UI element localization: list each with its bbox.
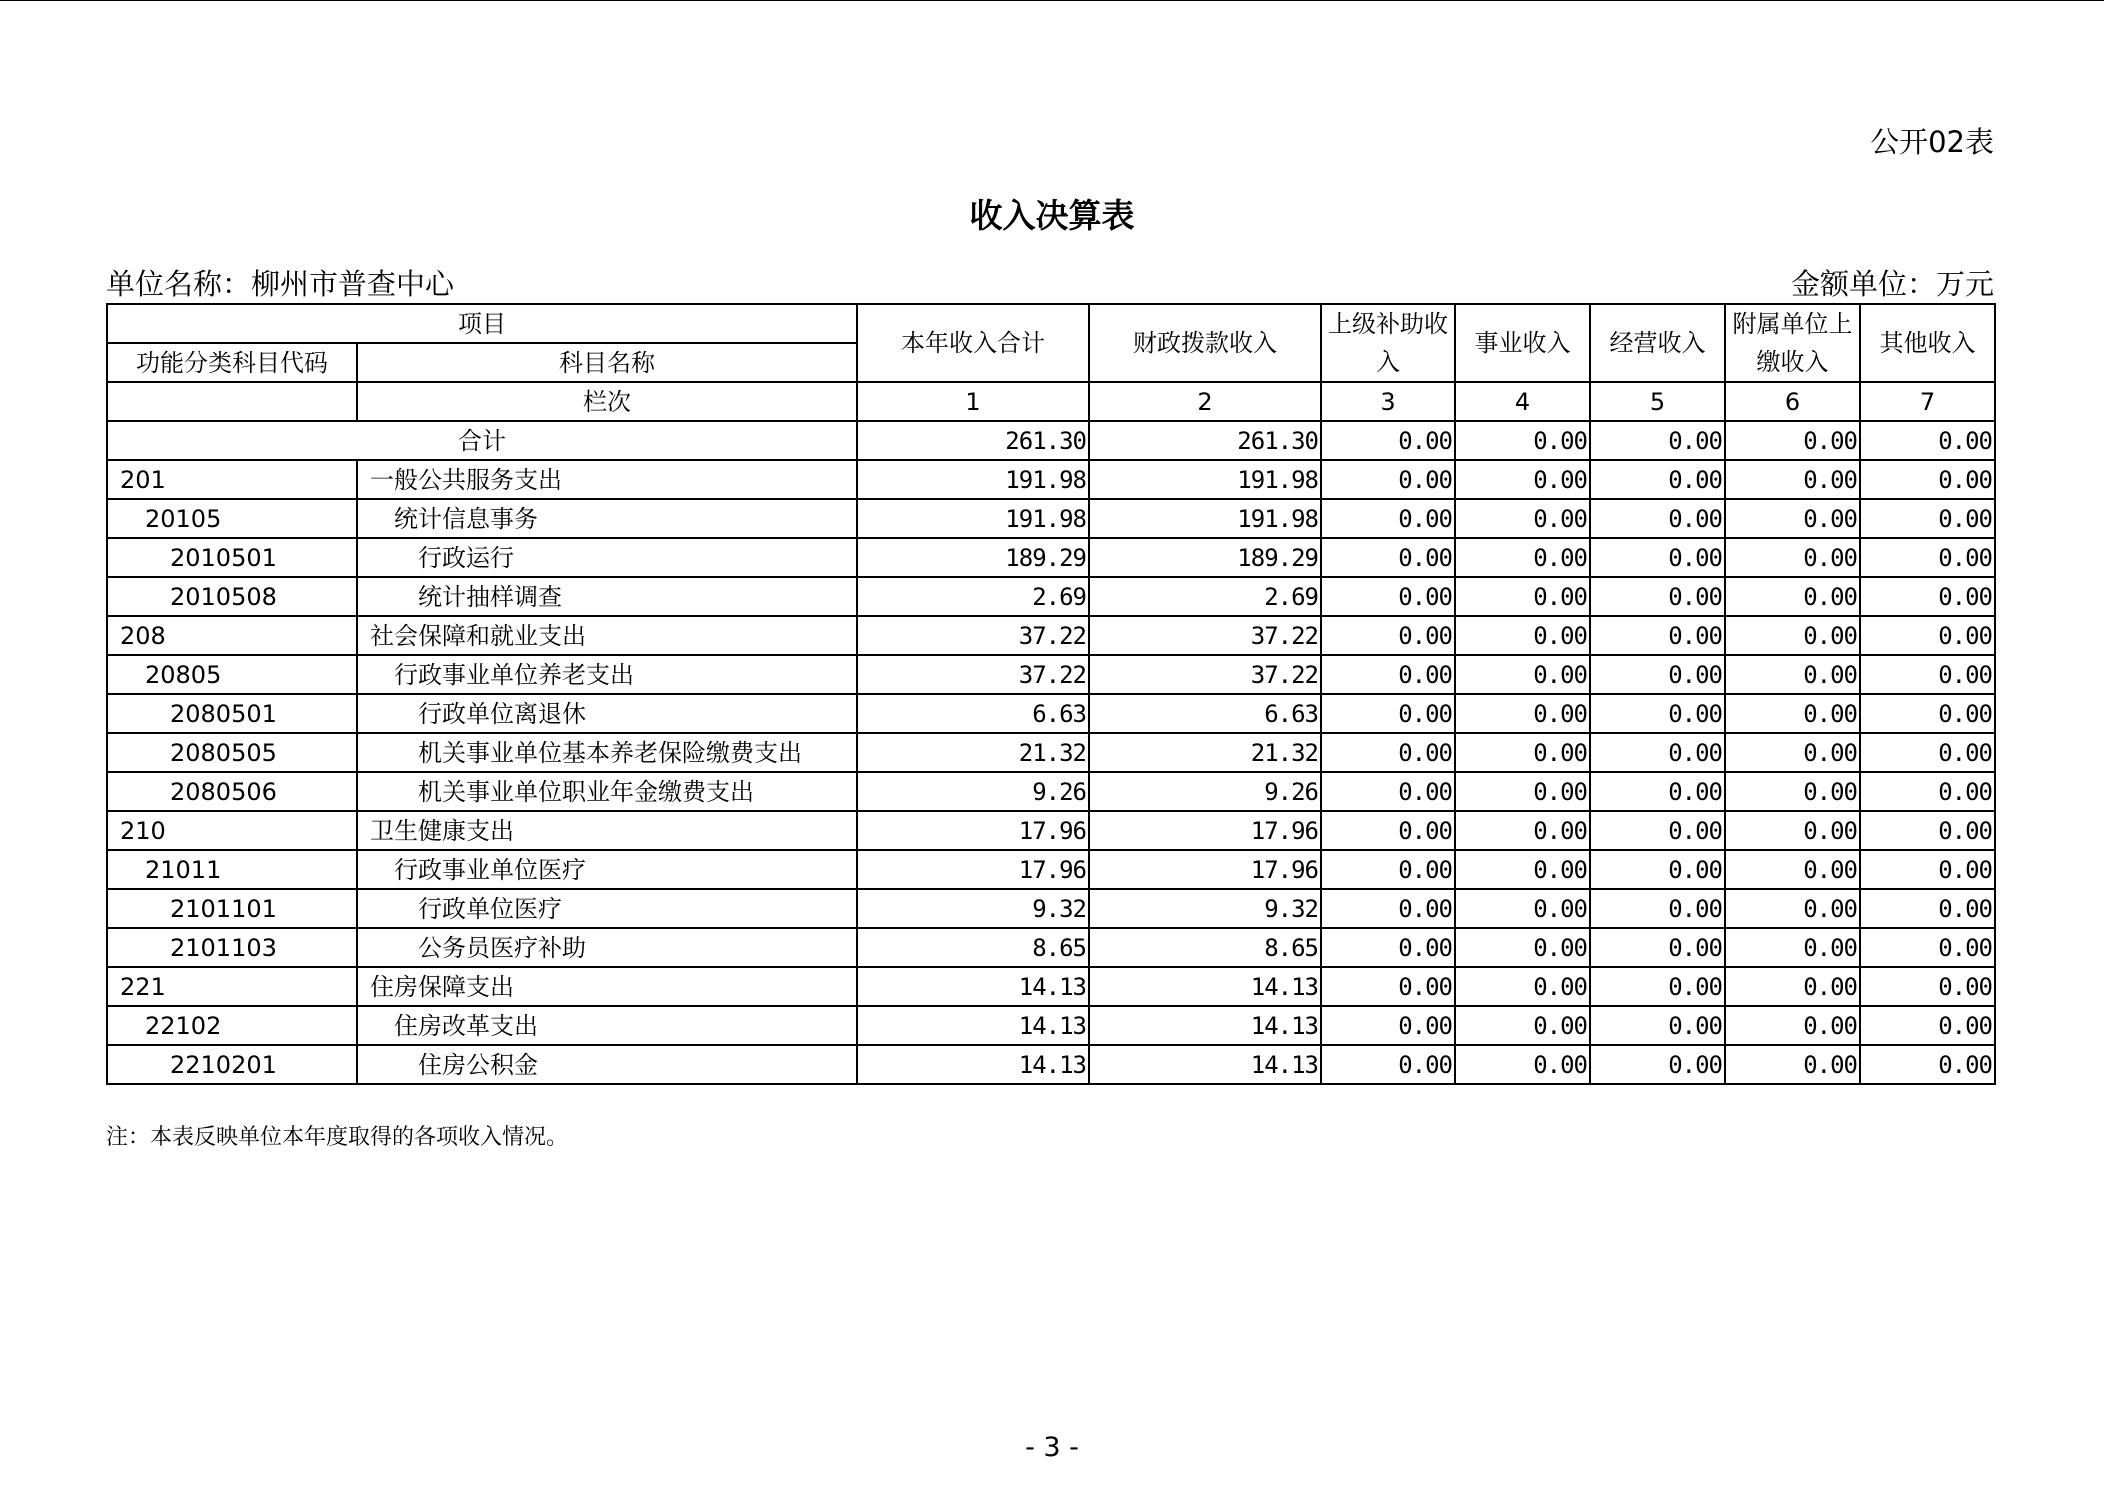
table-row [107, 811, 1995, 850]
amount-cell: 8.65 [857, 928, 1089, 967]
total-value: 0.00 [1455, 421, 1590, 460]
amount-cell: 0.00 [1455, 928, 1590, 967]
amount-cell: 0.00 [1590, 772, 1725, 811]
table-row [107, 694, 1995, 733]
amount-cell: 0.00 [1725, 733, 1860, 772]
amount-cell: 0.00 [1590, 967, 1725, 1006]
amount-cell: 17.96 [1089, 850, 1321, 889]
amount-cell: 0.00 [1455, 889, 1590, 928]
header-item: 项目 [107, 304, 857, 343]
header-superior: 上级补助收入 [1321, 304, 1455, 382]
header-fiscal: 财政拨款收入 [1089, 304, 1321, 382]
amount-cell: 0.00 [1455, 850, 1590, 889]
total-value: 0.00 [1860, 421, 1995, 460]
amount-cell: 191.98 [857, 460, 1089, 499]
amount-cell: 0.00 [1321, 616, 1455, 655]
amount-cell: 9.26 [1089, 772, 1321, 811]
amount-cell: 191.98 [857, 499, 1089, 538]
amount-cell: 0.00 [1590, 850, 1725, 889]
subject-code: 22102 [107, 1006, 357, 1045]
amount-cell: 0.00 [1590, 538, 1725, 577]
subject-code: 221 [107, 967, 357, 1006]
table-note: 注：本表反映单位本年度取得的各项收入情况。 [106, 1125, 569, 1150]
table-row [107, 733, 1995, 772]
amount-cell: 0.00 [1860, 655, 1995, 694]
subject-name: 行政事业单位养老支出 [357, 655, 857, 694]
amount-cell: 0.00 [1321, 967, 1455, 1006]
amount-cell: 0.00 [1321, 499, 1455, 538]
amount-cell: 0.00 [1590, 694, 1725, 733]
amount-cell: 14.13 [857, 967, 1089, 1006]
page-top-rule [0, 0, 2104, 1]
amount-cell: 14.13 [857, 1045, 1089, 1084]
subject-name: 住房改革支出 [357, 1006, 857, 1045]
amount-cell: 189.29 [1089, 538, 1321, 577]
total-row [107, 421, 1995, 460]
amount-cell: 0.00 [1590, 577, 1725, 616]
amount-cell: 6.63 [1089, 694, 1321, 733]
total-value: 261.30 [857, 421, 1089, 460]
amount-cell: 0.00 [1590, 655, 1725, 694]
amount-cell: 0.00 [1321, 1006, 1455, 1045]
amount-cell: 0.00 [1590, 499, 1725, 538]
amount-cell: 0.00 [1321, 577, 1455, 616]
subject-name: 行政运行 [357, 538, 857, 577]
amount-cell: 0.00 [1860, 1045, 1995, 1084]
amount-cell: 0.00 [1590, 460, 1725, 499]
amount-cell: 9.32 [857, 889, 1089, 928]
amount-cell: 0.00 [1321, 928, 1455, 967]
amount-cell: 17.96 [1089, 811, 1321, 850]
subject-code: 2101103 [107, 928, 357, 967]
amount-cell: 0.00 [1590, 811, 1725, 850]
amount-cell: 0.00 [1590, 1006, 1725, 1045]
amount-cell: 0.00 [1860, 772, 1995, 811]
amount-cell: 0.00 [1455, 694, 1590, 733]
subject-code: 2080506 [107, 772, 357, 811]
column-order-blank [107, 382, 357, 421]
table-row [107, 967, 1995, 1006]
amount-cell: 0.00 [1725, 694, 1860, 733]
amount-cell: 0.00 [1725, 1006, 1860, 1045]
subject-code: 21011 [107, 850, 357, 889]
column-number: 3 [1321, 382, 1455, 421]
column-number: 5 [1590, 382, 1725, 421]
amount-cell: 0.00 [1455, 1006, 1590, 1045]
total-value: 0.00 [1321, 421, 1455, 460]
subject-code: 201 [107, 460, 357, 499]
amount-cell: 0.00 [1860, 889, 1995, 928]
subject-name: 行政单位离退休 [357, 694, 857, 733]
amount-cell: 0.00 [1321, 733, 1455, 772]
amount-cell: 0.00 [1725, 850, 1860, 889]
amount-cell: 37.22 [1089, 655, 1321, 694]
subject-name: 统计信息事务 [357, 499, 857, 538]
amount-cell: 0.00 [1590, 928, 1725, 967]
subject-code: 20105 [107, 499, 357, 538]
amount-cell: 8.65 [1089, 928, 1321, 967]
amount-cell: 0.00 [1321, 538, 1455, 577]
subject-name: 住房公积金 [357, 1045, 857, 1084]
table-row [107, 928, 1995, 967]
subject-name: 统计抽样调查 [357, 577, 857, 616]
amount-cell: 17.96 [857, 850, 1089, 889]
subject-code: 2210201 [107, 1045, 357, 1084]
subject-code: 208 [107, 616, 357, 655]
amount-cell: 0.00 [1321, 772, 1455, 811]
amount-cell: 191.98 [1089, 499, 1321, 538]
amount-cell: 0.00 [1455, 577, 1590, 616]
subject-name: 住房保障支出 [357, 967, 857, 1006]
amount-cell: 0.00 [1455, 616, 1590, 655]
amount-cell: 0.00 [1321, 460, 1455, 499]
amount-cell: 0.00 [1860, 577, 1995, 616]
amount-cell: 0.00 [1860, 850, 1995, 889]
subject-code: 2101101 [107, 889, 357, 928]
amount-cell: 0.00 [1455, 733, 1590, 772]
amount-cell: 0.00 [1321, 1045, 1455, 1084]
amount-cell: 2.69 [857, 577, 1089, 616]
amount-cell: 37.22 [857, 616, 1089, 655]
amount-cell: 0.00 [1860, 928, 1995, 967]
subject-code: 20805 [107, 655, 357, 694]
form-code: 公开02表 [1870, 125, 1994, 159]
amount-cell: 0.00 [1321, 889, 1455, 928]
header-affiliated: 附属单位上缴收入 [1725, 304, 1860, 382]
amount-cell: 0.00 [1860, 1006, 1995, 1045]
table-row [107, 616, 1995, 655]
amount-cell: 0.00 [1455, 655, 1590, 694]
amount-cell: 0.00 [1725, 967, 1860, 1006]
amount-cell: 0.00 [1725, 538, 1860, 577]
amount-cell: 0.00 [1725, 655, 1860, 694]
amount-cell: 9.26 [857, 772, 1089, 811]
amount-cell: 21.32 [857, 733, 1089, 772]
amount-cell: 0.00 [1590, 733, 1725, 772]
amount-cell: 0.00 [1455, 1045, 1590, 1084]
amount-cell: 0.00 [1725, 577, 1860, 616]
amount-unit: 金额单位：万元 [1790, 267, 1994, 301]
amount-cell: 0.00 [1725, 460, 1860, 499]
subject-name: 机关事业单位基本养老保险缴费支出 [357, 733, 857, 772]
amount-cell: 9.32 [1089, 889, 1321, 928]
column-number: 7 [1860, 382, 1995, 421]
table-row [107, 889, 1995, 928]
amount-cell: 0.00 [1455, 538, 1590, 577]
total-value: 0.00 [1590, 421, 1725, 460]
subject-code: 210 [107, 811, 357, 850]
amount-cell: 0.00 [1725, 499, 1860, 538]
amount-cell: 0.00 [1455, 499, 1590, 538]
header-business: 事业收入 [1455, 304, 1590, 382]
table-row [107, 460, 1995, 499]
header-operating: 经营收入 [1590, 304, 1725, 382]
amount-cell: 0.00 [1725, 889, 1860, 928]
amount-cell: 0.00 [1860, 616, 1995, 655]
subject-name: 公务员医疗补助 [357, 928, 857, 967]
amount-cell: 0.00 [1725, 811, 1860, 850]
table-row [107, 1006, 1995, 1045]
amount-cell: 0.00 [1321, 694, 1455, 733]
table-row [107, 850, 1995, 889]
subject-name: 社会保障和就业支出 [357, 616, 857, 655]
table-row [107, 538, 1995, 577]
amount-cell: 191.98 [1089, 460, 1321, 499]
amount-cell: 0.00 [1725, 1045, 1860, 1084]
amount-cell: 14.13 [857, 1006, 1089, 1045]
unit-name: 单位名称：柳州市普查中心 [106, 267, 455, 301]
amount-cell: 0.00 [1860, 460, 1995, 499]
amount-cell: 0.00 [1860, 811, 1995, 850]
subject-name: 行政事业单位医疗 [357, 850, 857, 889]
total-value: 261.30 [1089, 421, 1321, 460]
amount-cell: 0.00 [1725, 616, 1860, 655]
amount-cell: 37.22 [1089, 616, 1321, 655]
table-row [107, 772, 1995, 811]
header-name: 科目名称 [357, 343, 857, 382]
amount-cell: 0.00 [1590, 616, 1725, 655]
amount-cell: 14.13 [1089, 1006, 1321, 1045]
table-row [107, 1045, 1995, 1084]
subject-name: 机关事业单位职业年金缴费支出 [357, 772, 857, 811]
amount-cell: 0.00 [1455, 772, 1590, 811]
amount-cell: 0.00 [1860, 538, 1995, 577]
amount-cell: 0.00 [1725, 772, 1860, 811]
amount-cell: 14.13 [1089, 1045, 1321, 1084]
table-row [107, 655, 1995, 694]
amount-cell: 17.96 [857, 811, 1089, 850]
amount-cell: 0.00 [1321, 811, 1455, 850]
column-number: 2 [1089, 382, 1321, 421]
amount-cell: 21.32 [1089, 733, 1321, 772]
amount-cell: 0.00 [1725, 928, 1860, 967]
subject-code: 2080501 [107, 694, 357, 733]
amount-cell: 0.00 [1590, 889, 1725, 928]
amount-cell: 0.00 [1321, 850, 1455, 889]
income-table [106, 303, 1996, 1085]
amount-cell: 0.00 [1455, 967, 1590, 1006]
subject-name: 行政单位医疗 [357, 889, 857, 928]
amount-cell: 0.00 [1321, 655, 1455, 694]
table-row [107, 499, 1995, 538]
amount-cell: 0.00 [1860, 967, 1995, 1006]
amount-cell: 0.00 [1455, 811, 1590, 850]
amount-cell: 0.00 [1860, 694, 1995, 733]
subject-code: 2010501 [107, 538, 357, 577]
page-number: - 3 - [1025, 1432, 1079, 1463]
column-number: 1 [857, 382, 1089, 421]
subject-code: 2080505 [107, 733, 357, 772]
column-number: 4 [1455, 382, 1590, 421]
amount-cell: 0.00 [1590, 1045, 1725, 1084]
column-order-row [107, 382, 1995, 421]
total-value: 0.00 [1725, 421, 1860, 460]
amount-cell: 2.69 [1089, 577, 1321, 616]
column-order-label: 栏次 [357, 382, 857, 421]
subject-name: 卫生健康支出 [357, 811, 857, 850]
amount-cell: 0.00 [1860, 499, 1995, 538]
amount-cell: 37.22 [857, 655, 1089, 694]
amount-cell: 0.00 [1860, 733, 1995, 772]
header-total: 本年收入合计 [857, 304, 1089, 382]
table-row [107, 577, 1995, 616]
subject-name: 一般公共服务支出 [357, 460, 857, 499]
amount-cell: 6.63 [857, 694, 1089, 733]
header-other: 其他收入 [1860, 304, 1995, 382]
total-label: 合计 [107, 421, 857, 460]
page-title: 收入决算表 [969, 196, 1135, 235]
header-code: 功能分类科目代码 [107, 343, 357, 382]
subject-code: 2010508 [107, 577, 357, 616]
amount-cell: 189.29 [857, 538, 1089, 577]
column-number: 6 [1725, 382, 1860, 421]
amount-cell: 14.13 [1089, 967, 1321, 1006]
amount-cell: 0.00 [1455, 460, 1590, 499]
